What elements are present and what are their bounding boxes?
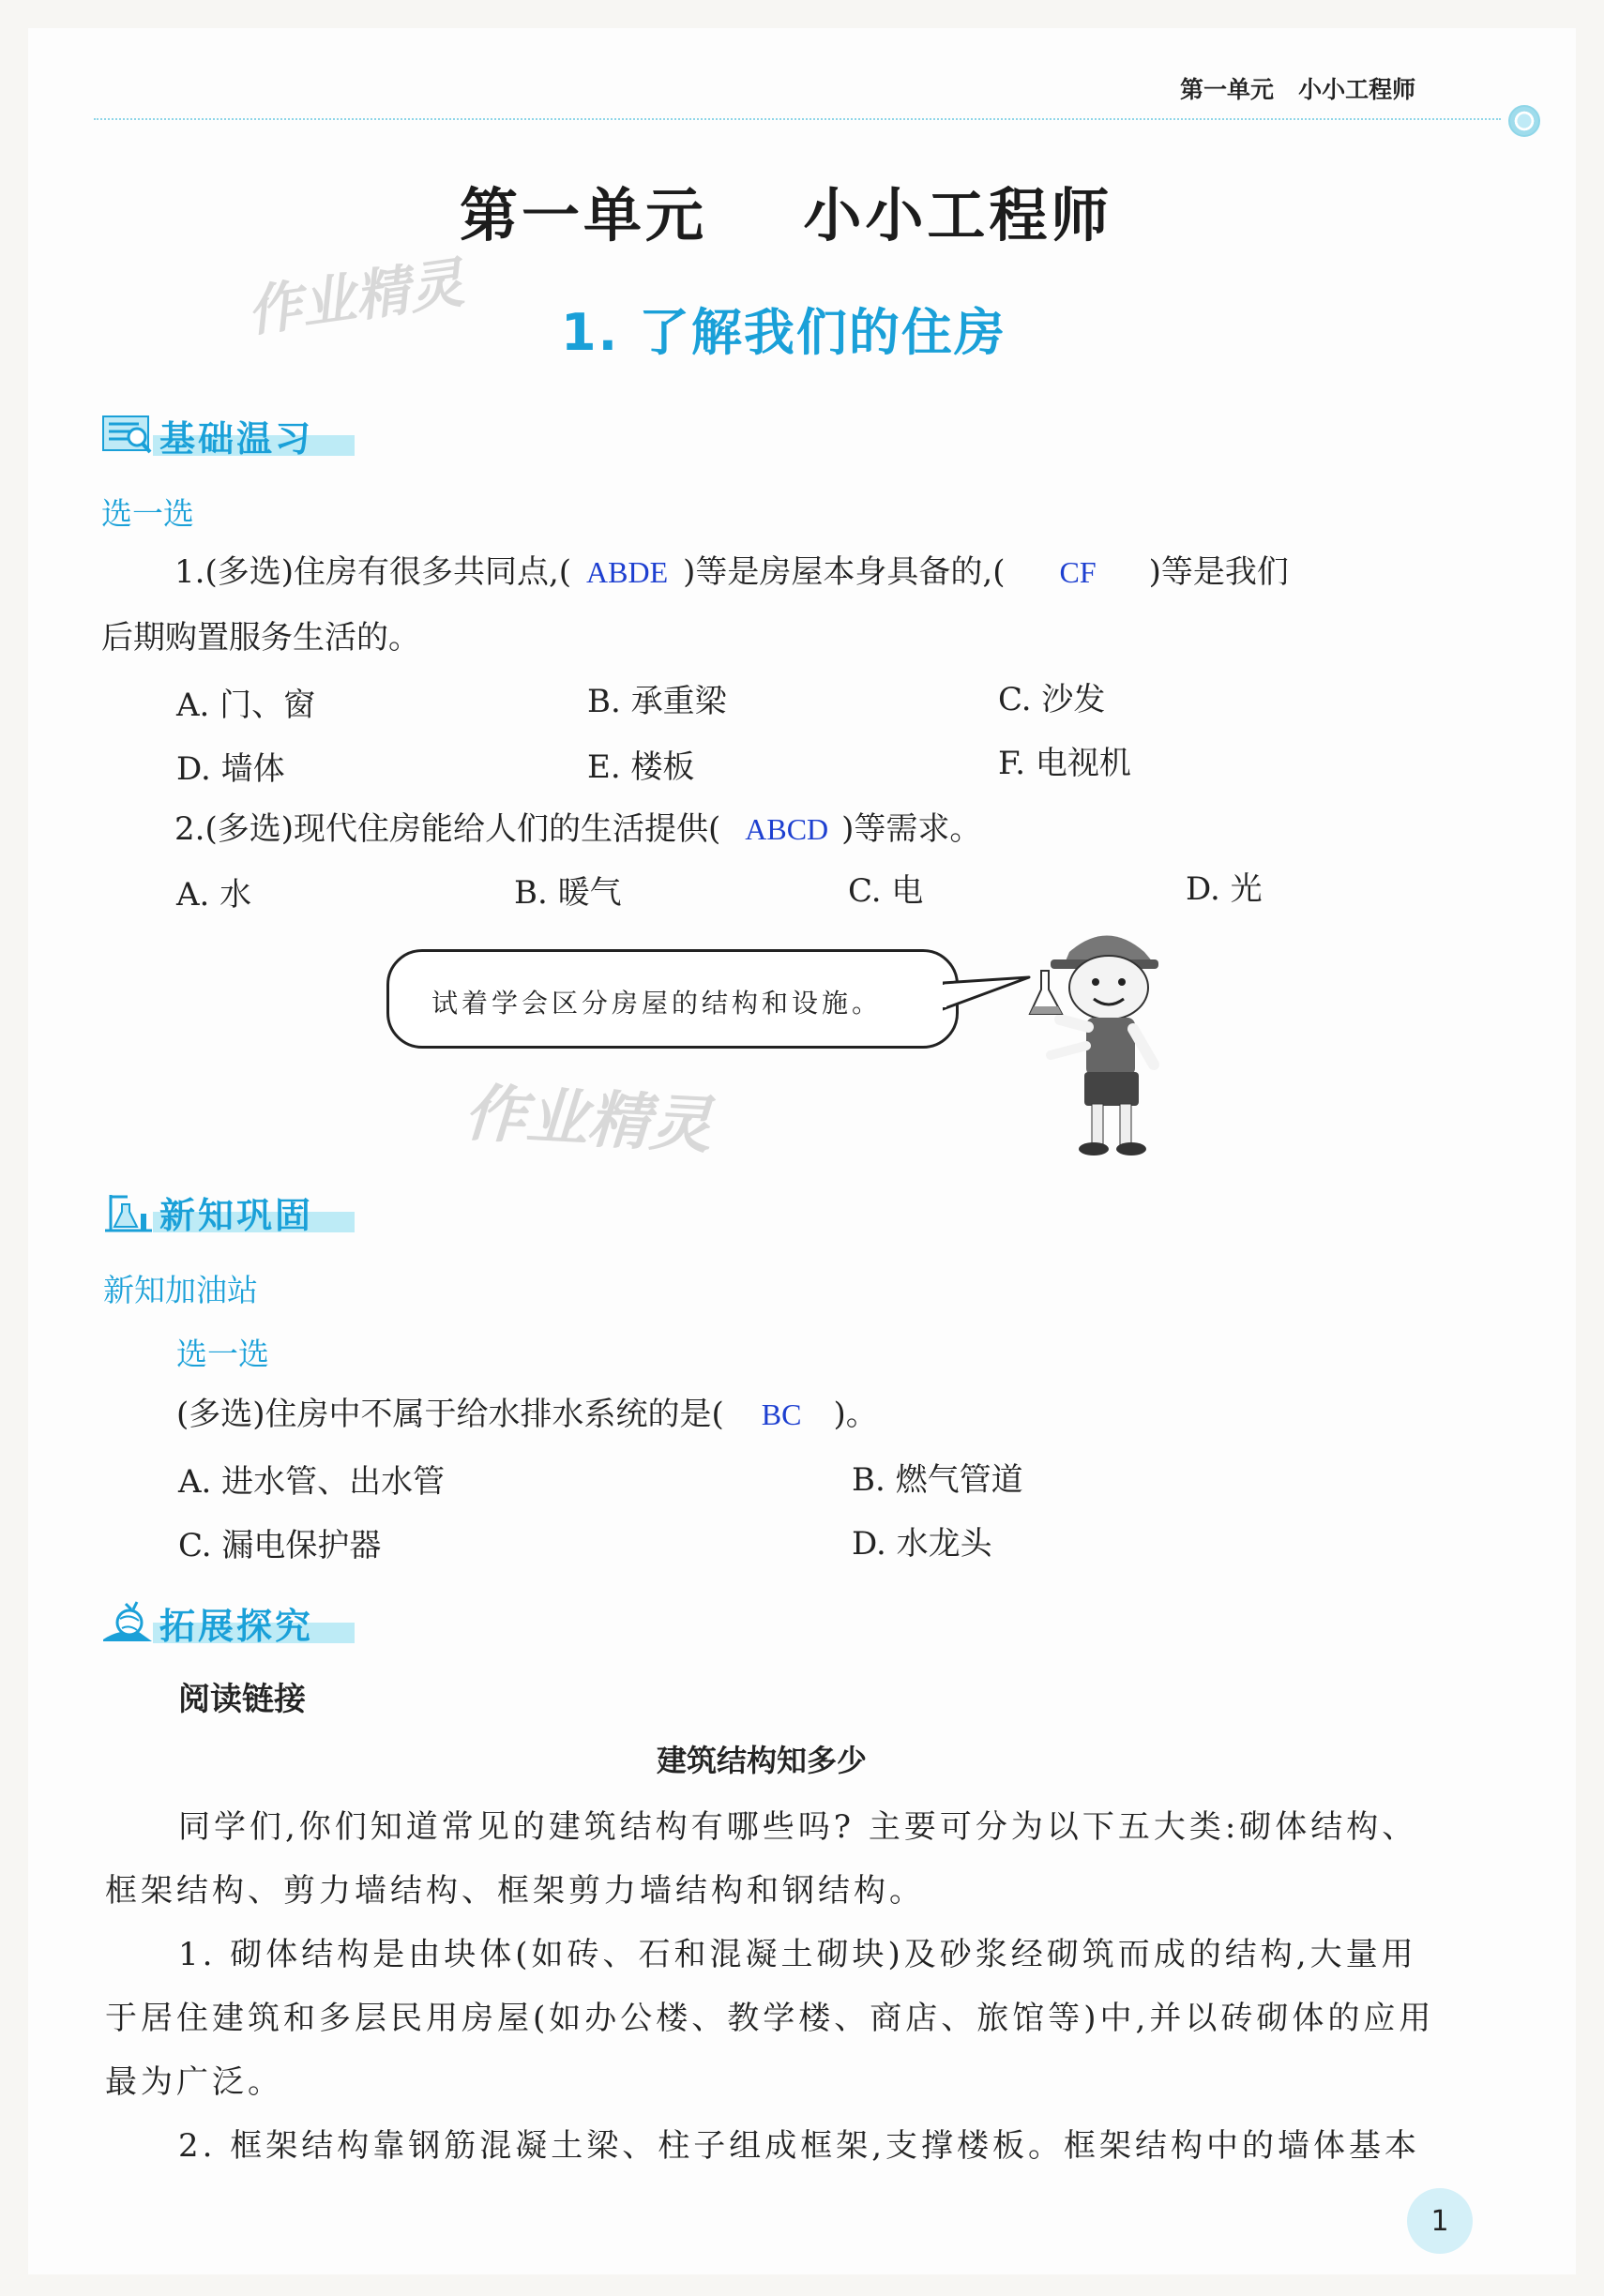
- subsection-title: 选一选: [101, 495, 194, 532]
- boy-with-flask-icon: [1013, 924, 1201, 1168]
- option: B. 暖气: [514, 874, 622, 912]
- subsection-title: 选一选: [176, 1336, 269, 1372]
- question-1-line-2: 后期购置服务生活的。: [101, 619, 420, 657]
- article-paragraph-line: 于居住建筑和多层民用房屋(如办公楼、教学楼、商店、旅馆等)中,并以砖砌体的应用: [105, 2000, 1435, 2037]
- article-paragraph-line: 框架结构、剪力墙结构、框架剪力墙结构和钢结构。: [105, 1872, 925, 1910]
- question-text: )等是我们: [1148, 553, 1289, 591]
- option: D. 水龙头: [852, 1525, 992, 1563]
- explore-globe-icon: [101, 1600, 156, 1645]
- option: C. 漏电保护器: [178, 1527, 382, 1564]
- option: A. 进水管、出水管: [178, 1463, 446, 1501]
- option: A. 水: [176, 876, 252, 914]
- article-paragraph-line: 最为广泛。: [105, 2063, 283, 2101]
- section-header-basic: [101, 413, 383, 458]
- question-text: )。: [833, 1396, 878, 1433]
- reading-label: 阅读链接: [178, 1681, 306, 1718]
- article-title: 建筑结构知多少: [657, 1743, 868, 1778]
- option: A. 门、窗: [176, 687, 316, 724]
- option: D. 光: [1186, 870, 1263, 908]
- option: C. 电: [848, 872, 924, 910]
- lesson-title: 1. 了解我们的住房: [561, 303, 1006, 362]
- answer-text: BC: [761, 1397, 802, 1431]
- question-text: )等是房屋本身具备的,(: [683, 553, 1006, 591]
- question-text: (多选)住房中不属于给水排水系统的是(: [176, 1396, 724, 1433]
- header-ornament-icon: [1508, 105, 1540, 137]
- section-title: 基础温习: [159, 416, 314, 460]
- answer-text: ABCD: [745, 812, 829, 846]
- bubble-text: 试着学会区分房屋的结构和设施。: [431, 988, 883, 1019]
- option: F. 电视机: [998, 745, 1131, 782]
- option: B. 燃气管道: [852, 1461, 1023, 1499]
- article-paragraph-line: 2. 框架结构靠钢筋混凝土梁、柱子组成框架,支撑楼板。框架结构中的墙体基本: [178, 2127, 1421, 2165]
- option: B. 承重梁: [587, 683, 727, 720]
- section-header-new: [101, 1189, 383, 1234]
- question-2-line: [174, 803, 981, 849]
- book-magnifier-icon: [101, 413, 156, 458]
- article-paragraph-line: 同学们,你们知道常见的建筑结构有哪些吗? 主要可分为以下五大类:砌体结构、: [178, 1808, 1418, 1846]
- question-text: 2.(多选)现代住房能给人们的生活提供(: [174, 810, 721, 848]
- question-1-line-1: [174, 546, 1289, 592]
- page-number: 1: [1407, 2188, 1473, 2254]
- unit-title: 第一单元 小小工程师: [460, 181, 1113, 249]
- section-header-extend: [101, 1600, 383, 1645]
- answer-text: ABDE: [586, 555, 669, 589]
- question-text: )等需求。: [841, 810, 982, 848]
- subsection-title: 新知加油站: [103, 1272, 258, 1308]
- option: C. 沙发: [998, 681, 1106, 718]
- answer-text: CF: [1059, 555, 1097, 589]
- header-divider: [94, 118, 1501, 120]
- option: D. 墙体: [176, 750, 285, 788]
- section-title: 拓展探究: [159, 1604, 314, 1647]
- running-header: 第一单元 小小工程师: [1180, 76, 1416, 103]
- question-line: [176, 1388, 878, 1434]
- watermark: 作业精灵: [462, 1077, 714, 1162]
- option: E. 楼板: [587, 748, 695, 786]
- article-paragraph-line: 1. 砌体结构是由块体(如砖、石和混凝土砌块)及砂浆经砌筑而成的结构,大量用: [178, 1936, 1417, 1973]
- section-title: 新知巩固: [159, 1193, 314, 1236]
- question-text: 1.(多选)住房有很多共同点,(: [174, 553, 572, 591]
- watermark: 作业精灵: [243, 250, 468, 344]
- lab-flask-icon: [101, 1189, 156, 1234]
